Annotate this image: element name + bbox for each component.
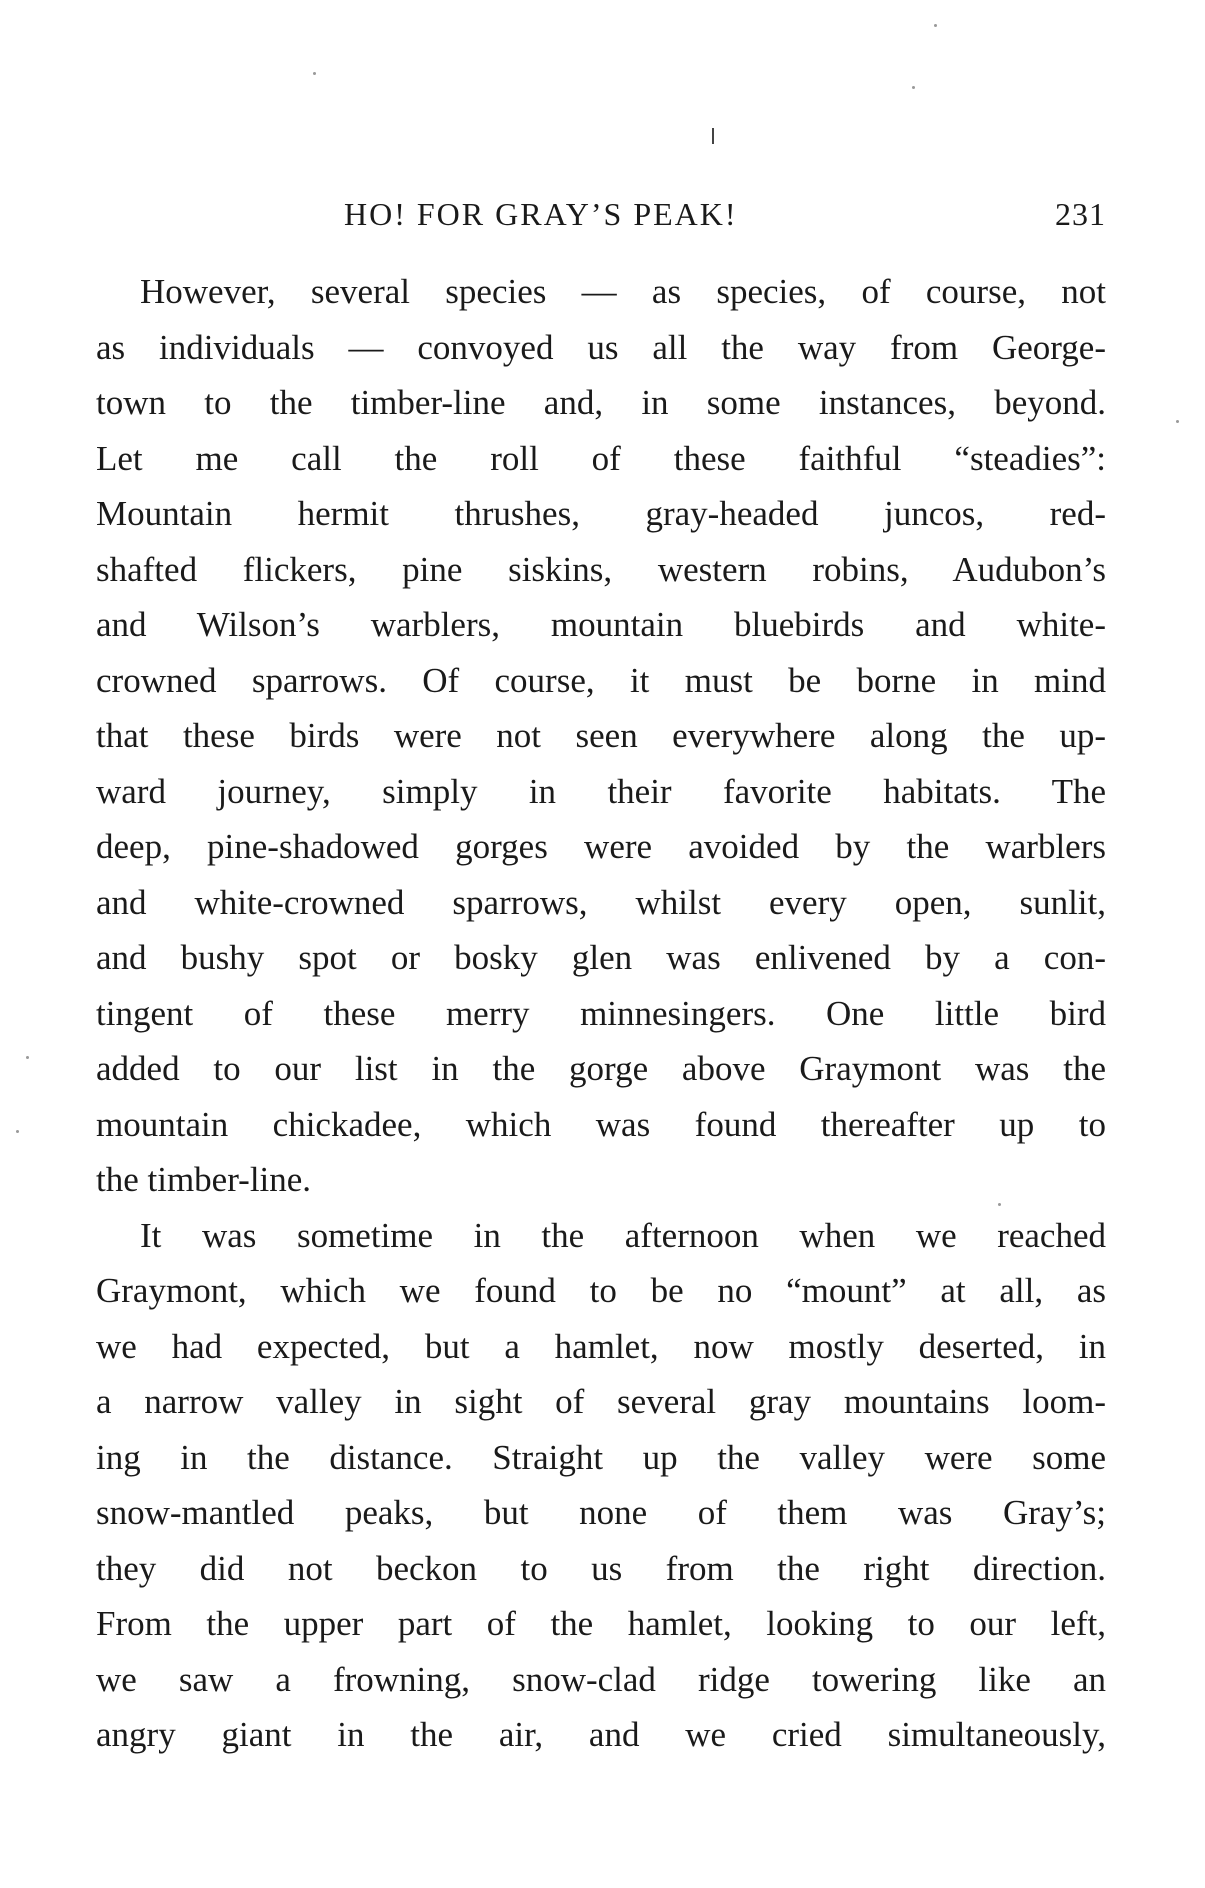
running-header bbox=[96, 196, 1106, 240]
text-line: shafted flickers, pine siskins, western robins, Audubon’s bbox=[96, 549, 1106, 589]
print-mark bbox=[712, 128, 714, 144]
body-text bbox=[96, 264, 1106, 1763]
paragraph bbox=[96, 264, 1106, 1208]
print-speck bbox=[16, 1130, 19, 1133]
text-line: and Wilson’s warblers, mountain bluebirds and white- bbox=[96, 605, 1106, 644]
text-line: we saw a frowning, snow-clad ridge towering like an bbox=[96, 1659, 1106, 1699]
page-number: 231 bbox=[1055, 196, 1106, 232]
text-line: However, several species — as species, of course, not bbox=[140, 272, 1106, 311]
text-line: a narrow valley in sight of several gray mountains loom- bbox=[96, 1382, 1106, 1421]
text-line: From the upper part of the hamlet, looking to our left, bbox=[96, 1604, 1106, 1643]
text-line: town to the timber-line and, in some instances, beyond. bbox=[96, 383, 1106, 422]
text-line: crowned sparrows. Of course, it must be borne in mind bbox=[96, 660, 1106, 700]
text-line: and white-crowned sparrows, whilst every open, sunlit, bbox=[96, 882, 1106, 922]
print-speck bbox=[912, 86, 915, 89]
text-line: deep, pine-shadowed gorges were avoided by the warblers bbox=[96, 827, 1106, 866]
text-line: tingent of these merry minnesingers. One little bird bbox=[96, 993, 1106, 1033]
text-line: we had expected, but a hamlet, now mostly deserted, in bbox=[96, 1326, 1106, 1366]
running-title: HO! FOR GRAY’S PEAK! bbox=[344, 196, 738, 232]
print-speck bbox=[934, 24, 937, 27]
text-line: ing in the distance. Straight up the valley were some bbox=[96, 1437, 1106, 1477]
text-line: as individuals — convoyed us all the way from George- bbox=[96, 327, 1106, 367]
text-line: and bushy spot or bosky glen was enlivened by a con- bbox=[96, 938, 1106, 977]
text-line: Mountain hermit thrushes, gray-headed juncos, red- bbox=[96, 494, 1106, 533]
text-line: Graymont, which we found to be no “mount” at all, as bbox=[96, 1271, 1106, 1310]
text-line: the timber-line. bbox=[96, 1160, 312, 1199]
text-line: It was sometime in the afternoon when we reached bbox=[140, 1215, 1106, 1255]
text-line: Let me call the roll of these faithful “steadies”: bbox=[96, 438, 1106, 478]
text-line: ward journey, simply in their favorite habitats. The bbox=[96, 771, 1106, 811]
text-line: mountain chickadee, which was found thereafter up to bbox=[96, 1104, 1106, 1144]
text-line: angry giant in the air, and we cried simultaneously, bbox=[96, 1715, 1106, 1754]
text-line: added to our list in the gorge above Graymont was the bbox=[96, 1049, 1106, 1088]
text-line: they did not beckon to us from the right direction. bbox=[96, 1548, 1106, 1588]
text-line: snow-mantled peaks, but none of them was Gray’s; bbox=[96, 1493, 1106, 1532]
print-speck bbox=[313, 72, 316, 75]
text-line: that these birds were not seen everywhere along the up- bbox=[96, 716, 1106, 755]
print-speck bbox=[1176, 420, 1179, 423]
print-speck bbox=[26, 1056, 29, 1059]
paragraph bbox=[96, 1208, 1106, 1763]
